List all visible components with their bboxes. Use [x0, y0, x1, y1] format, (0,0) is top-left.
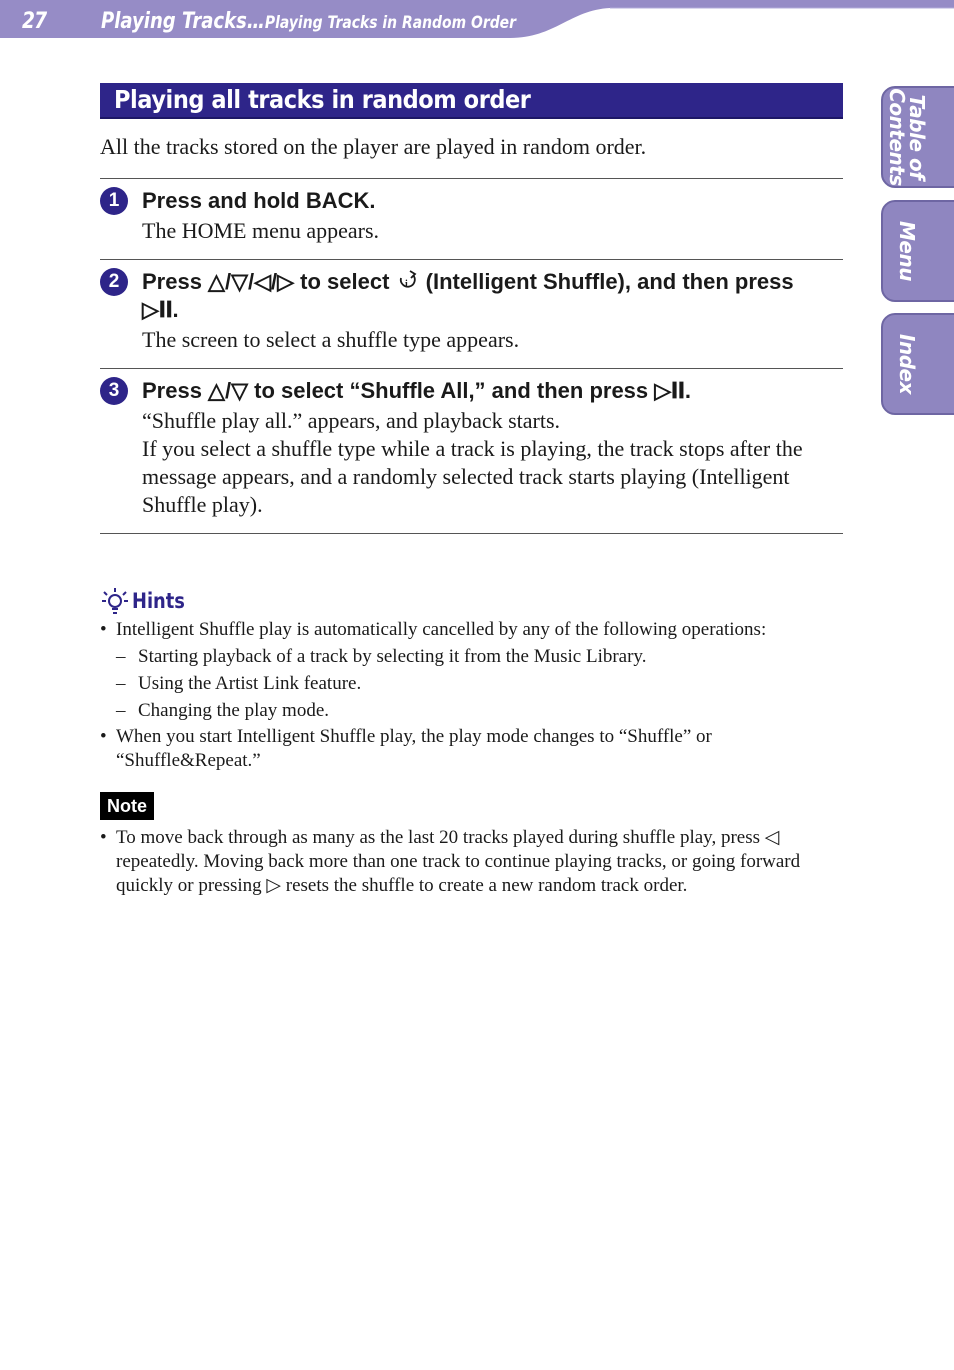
page-number: 27	[22, 9, 47, 34]
step-3	[100, 369, 843, 533]
note-badge: Note	[100, 792, 154, 820]
list-item: • When you start Intelligent Shuffle play, the play mode changes to “Shuffle” or “Shuffle&Repeat.”	[100, 725, 840, 773]
list-item: – Using the Artist Link feature.	[100, 672, 840, 696]
step-number: 1	[100, 187, 128, 215]
breadcrumb	[101, 9, 516, 34]
tab-menu[interactable]	[881, 200, 954, 302]
hint-bulb-icon	[101, 587, 129, 617]
step-number: 2	[100, 268, 128, 296]
step-2	[100, 260, 843, 368]
step-body: The HOME menu appears.	[142, 218, 380, 243]
breadcrumb-section[interactable]: Playing Tracks…	[101, 9, 265, 34]
page-header	[0, 0, 954, 42]
list-item: – Changing the play mode.	[100, 699, 840, 723]
step-body: “Shuffle play all.” appears, and playback starts.	[142, 408, 561, 433]
tab-label: Index	[895, 334, 919, 394]
intelligent-shuffle-icon	[396, 268, 420, 292]
tab-label: Menu	[895, 221, 919, 281]
page-title: Playing all tracks in random order	[100, 83, 843, 119]
list-item: – Starting playback of a track by selecting it from the Music Library.	[100, 645, 840, 669]
step-1	[100, 179, 843, 259]
step-body: If you select a shuffle type while a track is playing, the track stops after the message appears, and a randomly selected track starts playing (Intelligent Shuffle play).	[142, 436, 803, 517]
list-item: • Intelligent Shuffle play is automatically cancelled by any of the following operations:	[100, 618, 840, 642]
tab-index[interactable]	[881, 313, 954, 415]
tab-label: Table of Contents	[885, 88, 929, 186]
breadcrumb-subsection: Playing Tracks in Random Order	[264, 13, 516, 33]
intro-text: All the tracks stored on the player are played in random order.	[100, 134, 647, 159]
tab-table-of-contents[interactable]	[881, 86, 954, 188]
hints-list	[100, 618, 840, 773]
step-heading: Press △/▽ to select “Shuffle All,” and then press ▷𝐈𝐈.	[142, 378, 691, 403]
divider	[100, 533, 843, 534]
hints-label: Hints	[132, 589, 185, 613]
step-heading: Press △/▽/◁/▷ to select i (Intelligent Shuffle), and then press ▷𝐈𝐈.	[142, 269, 794, 322]
step-body: The screen to select a shuffle type appears.	[142, 327, 520, 352]
note-list	[100, 826, 840, 898]
main-content	[100, 83, 843, 534]
step-heading: Press and hold BACK.	[142, 188, 376, 213]
svg-text:i: i	[404, 279, 408, 290]
list-item: • To move back through as many as the last 20 tracks played during shuffle play, press ◁ repeatedly. Moving back more than one track to continue playing tracks, or going forward quickly or pressing ▷ resets the shuffle to create a new random track order.	[100, 826, 840, 898]
step-number: 3	[100, 377, 128, 405]
